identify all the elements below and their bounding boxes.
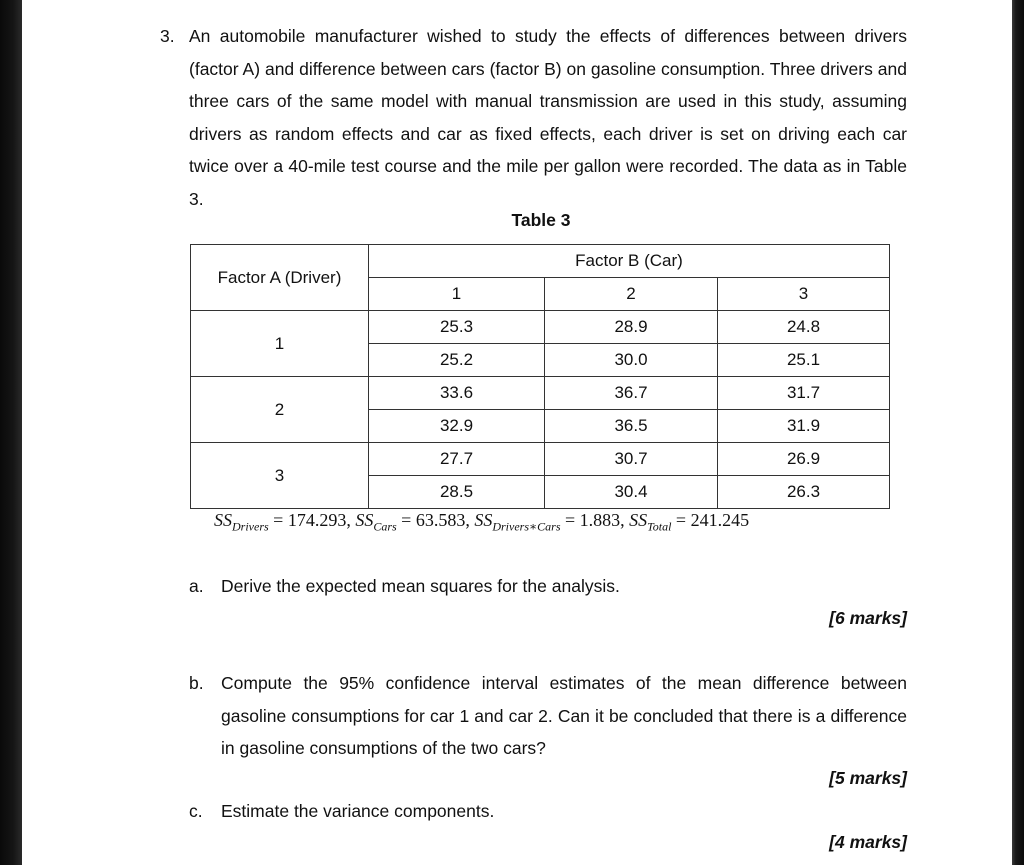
table-cell: 32.9 [369,410,545,443]
table-cell: 26.3 [718,476,890,509]
table-cell: 27.7 [369,443,545,476]
table-cell: 30.0 [545,344,718,377]
question-text: An automobile manufacturer wished to study the effects of differences between drivers (factor A) and difference between cars (factor B) on gasoline consumption. Three drivers and three cars of the same model with manual transmission are used in this study, assuming drivers as random effects and car as fixed effects, each driver is set on driving each car twice over a 40-mile test course and the mile per gallon were recorded. The data as in Table 3. [189,26,907,209]
table-cell: 28.5 [369,476,545,509]
table-cell: 36.5 [545,410,718,443]
question-number: 3. [160,26,175,46]
part-a-marks: [6 marks] [829,608,907,628]
table-cell: 30.7 [545,443,718,476]
table-cell: 30.4 [545,476,718,509]
table-cell: 26.9 [718,443,890,476]
table-cell: 31.7 [718,377,890,410]
table-caption: Table 3 [511,210,571,230]
part-c-marks: [4 marks] [829,832,907,852]
part-c-text: Estimate the variance components. [221,801,495,821]
header-factor-a: Factor A (Driver) [191,245,369,311]
ss-interaction-value: 1.883 [579,510,621,530]
part-b-label: b. [189,673,204,693]
table-cell: 33.6 [369,377,545,410]
car-label: 2 [545,278,718,311]
part-a-label: a. [189,576,204,596]
driver-label: 3 [191,443,369,509]
table-cell: 28.9 [545,311,718,344]
part-b-text: Compute the 95% confidence interval estimates of the mean difference between gasoline consumptions for car 1 and car 2. Can it be concluded that there is a difference in gasoline consumptions of the two cars? [221,673,907,758]
car-label: 3 [718,278,890,311]
table-cell: 36.7 [545,377,718,410]
ss-drivers-value: 174.293 [287,510,347,530]
table-row [191,311,890,344]
table-cell: 31.9 [718,410,890,443]
table-cell: 25.2 [369,344,545,377]
ss-total-value: 241.245 [690,510,750,530]
part-b-marks: [5 marks] [829,768,907,788]
table-row [191,443,890,476]
ss-cars-value: 63.583 [415,510,466,530]
table-cell: 24.8 [718,311,890,344]
car-label: 1 [369,278,545,311]
part-a-text: Derive the expected mean squares for the analysis. [221,576,620,596]
part-c-label: c. [189,801,203,821]
photo-left-edge [0,0,22,865]
driver-label: 2 [191,377,369,443]
table-cell: 25.1 [718,344,890,377]
table-row [191,377,890,410]
photo-right-edge [1012,0,1024,865]
sum-of-squares-line: $SS_{Drivers} = 174.293$, $SS_{Cars} = 63.583$, $SS_{Drivers∗Cars} = 1.883$, $SS_{Total} = 241.245$ [214,510,750,534]
header-factor-b: Factor B (Car) [369,245,890,278]
data-table [190,244,890,509]
table-cell: 25.3 [369,311,545,344]
driver-label: 1 [191,311,369,377]
